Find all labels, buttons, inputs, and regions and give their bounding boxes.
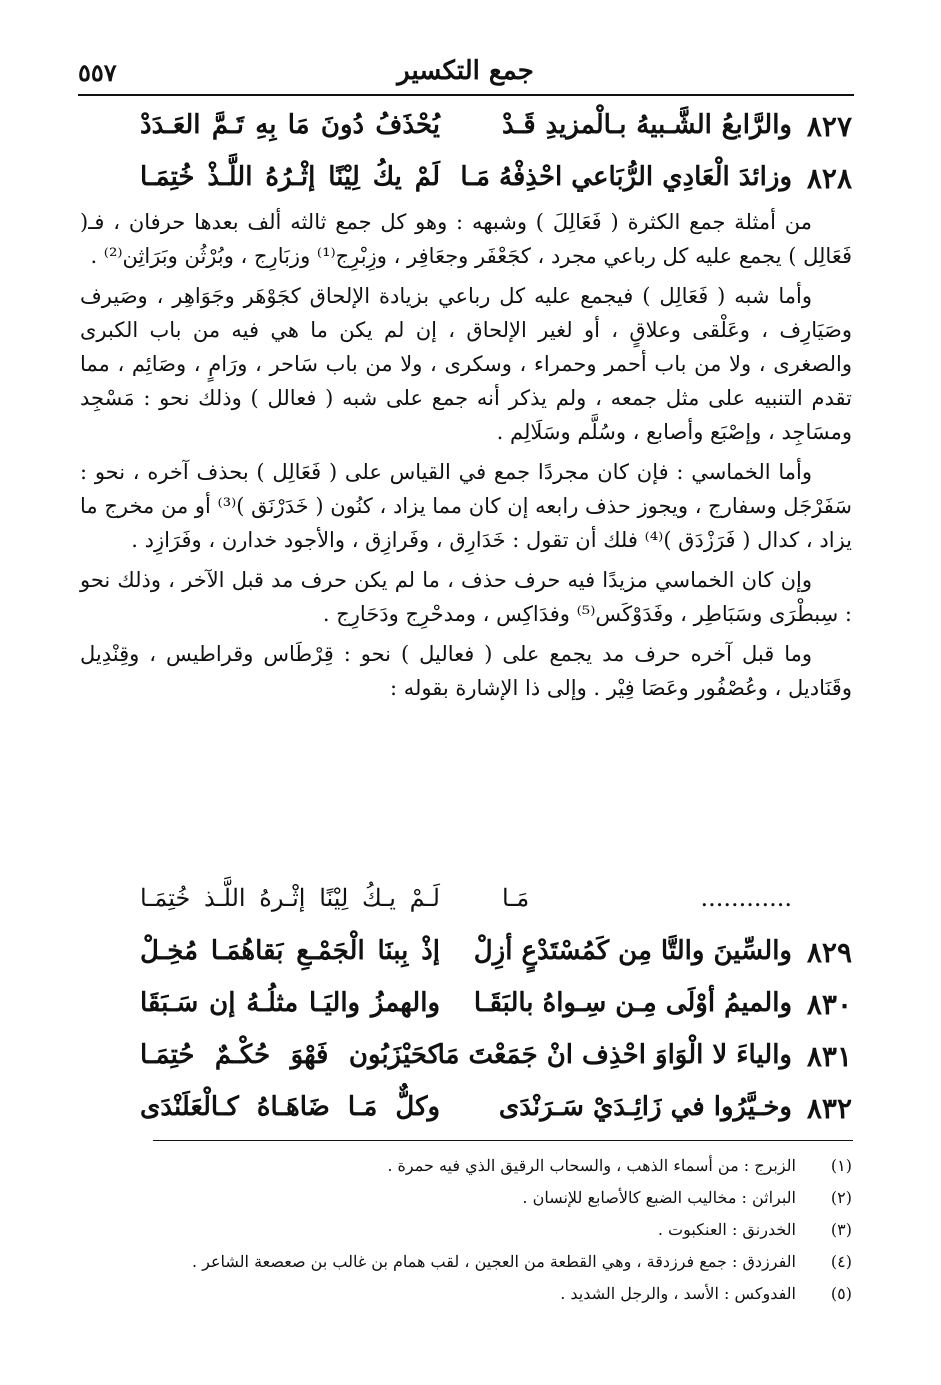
footnote [120, 1246, 852, 1278]
verse-number: ٨٢٩ [806, 936, 852, 969]
footnote-text: البراثن : مخاليب الضبع كالأصابع للإنسان . [522, 1188, 796, 1207]
page-number: ٥٥٧ [78, 58, 117, 87]
footnote [120, 1182, 852, 1214]
verse-number: ٨٣١ [806, 1040, 852, 1073]
footnote-number: (٢) [830, 1188, 852, 1207]
verse-first-hemistich: والسِّينَ والتَّا مِن كَمُسْتَدْعٍ أزِلْ [473, 936, 792, 966]
footnote-divider [153, 1140, 853, 1141]
verse-first-hemistich: وخـيَّرُوا في زَائِـدَيْ سَـرَنْدَى [498, 1092, 792, 1122]
verse-line [80, 156, 852, 208]
footnotes [120, 1150, 852, 1310]
verse-first-hemistich: والرَّابعُ الشَّـبيهُ بـالْمزيدِ قَـدْ [502, 110, 792, 140]
footnote-text: الخدرنق : العنكبوت . [657, 1220, 796, 1239]
verse-line [80, 982, 852, 1034]
footnote-number: (٥) [830, 1284, 852, 1303]
paragraph: وما قبل آخره حرف مد يجمع على ( فعاليل ) نحو : قِرْطَاس وقراطيس ، وقِنْدِيل وقَنَاديل ، وعُصْفُور وعَصَا فِيْر . وإلى ذا الإشارة بقوله : [80, 642, 852, 700]
paragraph: وأما الخماسي : فإن كان مجردًا جمع في القياس على ( فَعَالِل ) بحذف آخره ، نحو : سَفَرْجَل وسفارج ، ويجوز حذف رابعه إن كان مما يزاد ، كنُون ( خَدَرْنَق )⁽³⁾ أو من مخرج ما يزاد ، كدال ( فَرَزْدَق )⁽⁴⁾ فلك أن تقول : خَدَارِق ، وفَرازِق ، والأجود خدارن ، وفَرَازِد . [80, 460, 852, 552]
verse-line [80, 1034, 852, 1086]
paragraph: وأما شبه ( فَعَالِل ) فيجمع عليه كل رباعي بزيادة الإلحاق كجَوْهَر وجَوَاهِر ، وصَيرف وصَيَارِف ، وعَلْقى وعلاقٍ ، أو لغير الإلحاق ، إن لم يكن ما هي فيه من باب الكبرى والصغرى ، ولا من باب أحمر وحمراء ، وسكرى ، ولا من باب سَاحر ، ورَامٍ ، وصَائِم ، مما تقدم التنبيه على مثل جمعه ، ولم يذكر أنه جمع على شبه ( فعالل ) وذلك نحو : مَسْجِد ومسَاجِد ، وإصْبَع وأصابع ، وسُلَّم وسَلَالِم . [80, 284, 852, 444]
footnote-text: الفرزدق : جمع فرزدقة ، وهي القطعة من العجين ، لقب همام بن غالب بن صعصعة الشاعر . [191, 1252, 796, 1271]
verse-number: ٨٢٧ [806, 110, 852, 143]
footnote [120, 1278, 852, 1310]
verse-second-hemistich: لَمْ يكُ لِيْنًا إثْـرُهُ اللَّـذْ خُتِمَـا [140, 162, 440, 192]
verse-line [80, 930, 852, 982]
footnote-number: (٤) [830, 1252, 852, 1271]
verse-number: ٨٣٢ [806, 1092, 852, 1125]
verse-second-hemistich: والهمزُ واليَـا مثلُـهُ إن سَـبَقَا [140, 988, 440, 1018]
verse-first-hemistich: والميمُ أوْلَى مِـن سِـواهُ بالبَقَـا [473, 988, 792, 1018]
footnote [120, 1150, 852, 1182]
verses-top [80, 104, 852, 208]
verse-number: ٨٣٠ [806, 988, 852, 1021]
paragraph: من أمثلة جمع الكثرة ( فَعَالِلَ ) وشبهه : وهو كل جمع ثالثه ألف بعدها حرفان ، فـ( فَعَالِل ) يجمع عليه كل رباعي مجرد ، كجَعْفَر وجعَافِر ، وزِبْرِج⁽¹⁾ وزبَارِج ، وبُرْثُن وبَرَاثِن⁽²⁾ . [80, 210, 852, 268]
verse-second-hemistich: لَـمْ يـكُ لِيْنًا إثْـرهُ اللَّـذ خُتِمَـا [140, 884, 440, 912]
verse-second-hemistich: إذْ بِبنَا الْجَمْـعِ بَقاهُمَـا مُخِـلْ [140, 936, 440, 966]
verse-second-hemistich: وكلٌّ مَـا ضَاهَـاهُ كـالْعَلَنْدَى [140, 1092, 440, 1122]
verse-first-hemistich: وزائدَ الْعَادِي الرُّبَاعي احْذِفْهُ مَـا [460, 162, 792, 192]
running-title: جمع التكسير [397, 56, 534, 86]
verse-line [80, 104, 852, 156]
verse-line [80, 878, 852, 930]
verse-line [80, 1086, 852, 1138]
footnote-number: (١) [830, 1156, 852, 1175]
verse-number: ٨٢٨ [806, 162, 852, 195]
commentary-text [80, 205, 852, 711]
verse-first-hemistich: والياءَ لا الْوَاوَ احْذِف انْ جَمَعْتَ مَا [437, 1040, 792, 1070]
footnote [120, 1214, 852, 1246]
verse-second-hemistich: يُحْذَفُ دُونَ مَا بِهِ تَـمَّ العَـدَدْ [140, 110, 440, 140]
page-header [78, 48, 853, 94]
paragraph: وإن كان الخماسي مزيدًا فيه حرف حذف ، ما لم يكن حرف مد قبل الآخر ، وذلك نحو : سِبطْرَى وسَبَاطِر ، وفَدَوْكَس⁽⁵⁾ وفدَاكِس ، ومدحْرِج ودَحَارِج . [80, 568, 852, 626]
verses-bottom [80, 878, 852, 1138]
footnote-text: الفدوكس : الأسد ، والرجل الشديد . [560, 1284, 796, 1303]
verse-first-hemistich: ............ مَـا [502, 884, 792, 912]
verse-second-hemistich: كحَيْزَبُون فَهْوَ حُكْـمٌ حُتِمَـا [140, 1040, 440, 1070]
footnote-text: الزبرج : من أسماء الذهب ، والسحاب الرقيق الذي فيه حمرة . [387, 1156, 796, 1175]
footnote-number: (٣) [830, 1220, 852, 1239]
header-divider [78, 94, 854, 96]
